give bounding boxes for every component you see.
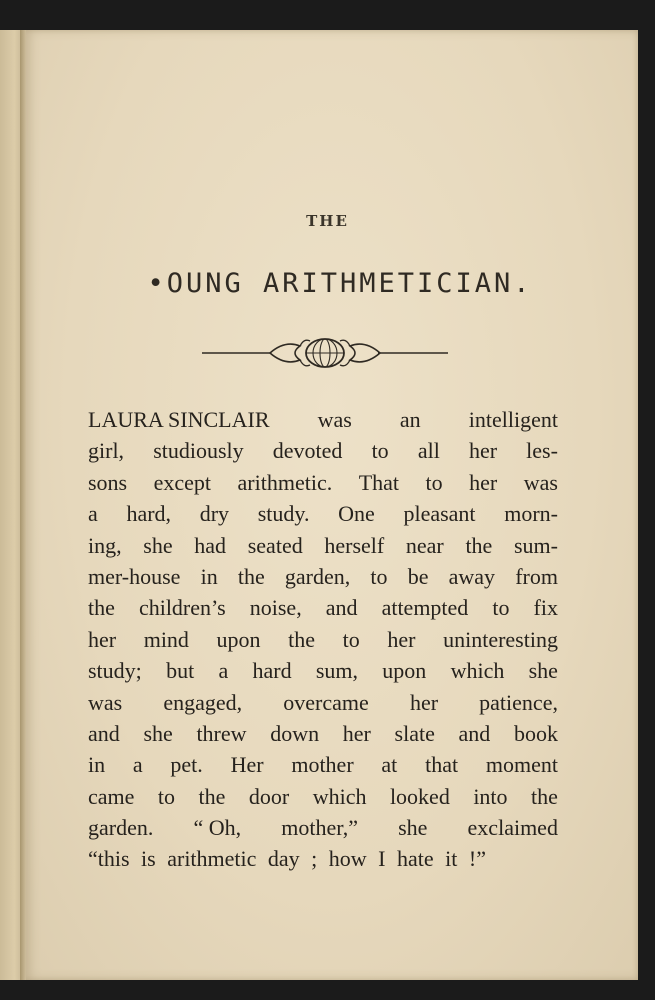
- word: and: [88, 720, 120, 746]
- text-line: [88, 843, 558, 874]
- word: came: [88, 783, 135, 809]
- word: arithmetic.: [237, 469, 333, 495]
- word: to: [342, 626, 360, 652]
- word: except: [153, 469, 212, 495]
- word: in: [200, 563, 218, 589]
- word: sum-: [514, 532, 558, 558]
- word: down: [270, 720, 320, 746]
- word: LAURA SINCLAIR: [88, 407, 270, 432]
- word: door: [248, 783, 290, 809]
- word: attempted: [381, 595, 469, 621]
- word: be: [407, 563, 429, 589]
- word: was: [88, 689, 123, 715]
- word: looked: [389, 783, 450, 809]
- word: pleasant: [403, 501, 476, 527]
- word: the: [198, 783, 226, 809]
- ornament-divider-icon: [200, 332, 450, 374]
- page-gutter: [20, 30, 26, 980]
- word: “ Oh,: [193, 815, 242, 841]
- word: near: [405, 532, 444, 558]
- word: hard: [252, 658, 292, 684]
- word: all: [417, 438, 440, 464]
- word: sum,: [315, 658, 359, 684]
- story-paragraph: [88, 404, 558, 875]
- word: noise,: [249, 595, 302, 621]
- word: studiously: [153, 438, 244, 464]
- word: to: [370, 563, 388, 589]
- word: exclaimed: [467, 815, 558, 841]
- word: and: [458, 720, 491, 746]
- word: the: [531, 783, 558, 809]
- word: study.: [257, 501, 310, 527]
- word: she: [143, 532, 173, 558]
- word: her: [469, 469, 498, 495]
- word: devoted: [272, 438, 343, 464]
- word: away: [448, 563, 496, 589]
- page-title: •OUNG ARITHMETICIAN.: [147, 268, 533, 299]
- word: to: [157, 783, 176, 809]
- word: at: [381, 752, 398, 778]
- word: study;: [88, 658, 142, 684]
- word: and: [325, 595, 358, 621]
- word: her: [387, 626, 416, 652]
- text-line: [88, 467, 558, 498]
- word: mother,”: [281, 815, 358, 841]
- text-line: [88, 592, 558, 623]
- word: that: [425, 752, 459, 778]
- word: the: [288, 626, 316, 652]
- text-line: [88, 655, 558, 686]
- word: upon: [216, 626, 261, 652]
- word: moment: [485, 752, 558, 778]
- word: intelligent: [468, 407, 558, 432]
- word: slate: [394, 720, 435, 746]
- word: Her: [230, 752, 264, 778]
- word: she: [143, 720, 173, 746]
- word: patience,: [479, 689, 558, 715]
- word: from: [515, 563, 558, 589]
- word: mother: [291, 752, 354, 778]
- word: seated: [247, 532, 303, 558]
- word: mind: [143, 626, 189, 652]
- word: hard,: [126, 501, 172, 527]
- word: a: [132, 752, 143, 778]
- word: a: [88, 501, 98, 527]
- text-line: [88, 561, 558, 592]
- word: dry: [199, 501, 230, 527]
- word: threw: [196, 720, 247, 746]
- text-line: [88, 781, 558, 812]
- word: to: [425, 469, 443, 495]
- word: to: [492, 595, 510, 621]
- heading-the: THE: [306, 212, 349, 230]
- word: in: [88, 752, 106, 778]
- text-line: [88, 749, 558, 780]
- text-line: [88, 530, 558, 561]
- word: girl,: [88, 438, 125, 464]
- word: mer-house: [88, 563, 181, 589]
- word: the: [465, 532, 493, 558]
- word: fix: [533, 595, 558, 621]
- word: herself: [324, 532, 385, 558]
- word: book: [513, 720, 558, 746]
- word: was: [317, 407, 352, 432]
- word: was: [523, 469, 558, 495]
- word: she: [398, 815, 428, 841]
- word: a: [218, 658, 229, 684]
- word: ing,: [88, 532, 122, 558]
- word: That: [358, 469, 400, 495]
- word: an: [399, 407, 421, 432]
- word: “this is arithmetic day ; how I hate it !”: [88, 846, 486, 872]
- word: garden,: [284, 563, 351, 589]
- text-line: [88, 435, 558, 466]
- text-line: [88, 498, 558, 529]
- word: upon: [382, 658, 427, 684]
- word: garden.: [88, 815, 154, 841]
- word: morn-: [504, 501, 558, 527]
- word: to: [371, 438, 389, 464]
- word: her: [468, 438, 498, 464]
- word: had: [194, 532, 227, 558]
- word: children’s: [138, 595, 226, 621]
- word: the: [88, 595, 115, 621]
- text-line: [88, 687, 558, 718]
- word: she: [528, 658, 558, 684]
- word: but: [166, 658, 195, 684]
- word: the: [237, 563, 265, 589]
- word: pet.: [170, 752, 203, 778]
- text-line: [88, 718, 558, 749]
- word: which: [450, 658, 505, 684]
- word: uninteresting: [443, 626, 558, 652]
- text-line: [88, 624, 558, 655]
- word: les-: [526, 438, 558, 464]
- word: sons: [88, 469, 128, 495]
- word: engaged,: [163, 689, 243, 715]
- text-line: [88, 404, 558, 435]
- word: One: [338, 501, 375, 527]
- word: into: [473, 783, 508, 809]
- text-line: [88, 812, 558, 843]
- word: overcame: [283, 689, 369, 715]
- word: her: [342, 720, 371, 746]
- word: which: [312, 783, 367, 809]
- word: her: [409, 689, 439, 715]
- word: her: [88, 626, 117, 652]
